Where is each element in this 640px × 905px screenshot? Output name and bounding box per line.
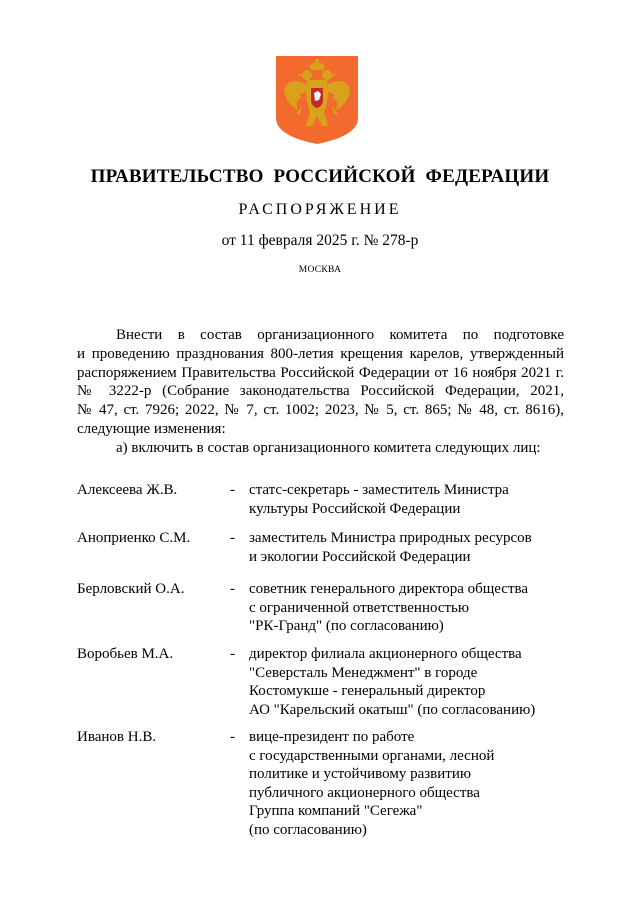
document-date-number: от 11 февраля 2025 г. № 278-р bbox=[221, 232, 419, 249]
role-line: "РК-Гранд" (по согласованию) bbox=[249, 618, 444, 634]
role-line: заместитель Министра природных ресурсов bbox=[249, 530, 532, 546]
role-line: с государственными органами, лесной bbox=[249, 747, 495, 764]
member-name: Алексеева Ж.В. bbox=[77, 482, 178, 498]
preamble-line: следующие изменения: bbox=[77, 420, 226, 437]
role-line: Костомукше - генеральный директор bbox=[249, 683, 486, 699]
member-dash: - bbox=[230, 530, 235, 546]
preamble-line: № 47, ст. 7926; 2022, № 7, ст. 1002; 2023, № 5, ст. 865; № 48, ст. 8616), bbox=[77, 402, 564, 419]
role-line: вице-президент по работе bbox=[249, 729, 415, 745]
member-role bbox=[249, 645, 577, 719]
role-line: статс-секретарь - заместитель Министра bbox=[249, 482, 509, 498]
member-name: Аноприенко С.М. bbox=[77, 530, 191, 546]
member-role bbox=[249, 481, 577, 518]
member-name: Иванов Н.В. bbox=[77, 729, 157, 745]
document-city: МОСКВА bbox=[298, 265, 342, 275]
role-line: "Северсталь Менеджмент" в городе bbox=[249, 664, 478, 681]
member-role bbox=[249, 728, 577, 839]
coat-of-arms-icon bbox=[276, 56, 358, 144]
role-line: и экологии Российской Федерации bbox=[249, 548, 471, 565]
role-line: АО "Карельский окатыш" (по согласованию) bbox=[249, 701, 536, 718]
preamble-line: Внести в состав организационного комитета по подготовке bbox=[116, 327, 564, 343]
member-dash: - bbox=[230, 482, 235, 498]
role-line: культуры Российской Федерации bbox=[249, 500, 461, 517]
member-entry bbox=[77, 580, 577, 645]
role-line: советник генерального директора общества bbox=[249, 581, 529, 597]
member-dash: - bbox=[230, 729, 235, 745]
member-dash: - bbox=[230, 581, 235, 597]
preamble-line: и проведению празднования 800-летия крещения карелов, утвержденный bbox=[77, 345, 564, 362]
member-role bbox=[249, 580, 577, 636]
role-line: директор филиала акционерного общества bbox=[249, 646, 522, 662]
member-entry bbox=[77, 481, 577, 529]
role-line: Группа компаний "Сегежа" bbox=[249, 803, 423, 819]
member-entry bbox=[77, 728, 577, 839]
role-line: (по согласованию) bbox=[249, 821, 367, 838]
role-line: публичного акционерного общества bbox=[249, 784, 480, 801]
member-dash: - bbox=[230, 646, 235, 662]
document-type: РАСПОРЯЖЕНИЕ bbox=[238, 201, 402, 218]
member-entry bbox=[77, 529, 577, 580]
role-line: с ограниченной ответственностью bbox=[249, 599, 470, 616]
preamble-line: распоряжением Правительства Российской Федерации от 16 ноября 2021 г. bbox=[77, 364, 564, 381]
member-name: Берловский О.А. bbox=[77, 581, 185, 597]
member-entry bbox=[77, 645, 577, 728]
member-role bbox=[249, 529, 577, 566]
preamble-line: № 3222-р (Собрание законодательства Российской Федерации, 2021, bbox=[77, 383, 564, 400]
role-line: политике и устойчивому развитию bbox=[249, 766, 472, 782]
government-title: ПРАВИТЕЛЬСТВО РОССИЙСКОЙ ФЕДЕРАЦИИ bbox=[90, 166, 550, 187]
member-name: Воробьев М.А. bbox=[77, 646, 174, 662]
members-list bbox=[77, 481, 577, 839]
preamble bbox=[77, 326, 564, 458]
item-a: а) включить в состав организационного комитета следующих лиц: bbox=[116, 439, 541, 456]
